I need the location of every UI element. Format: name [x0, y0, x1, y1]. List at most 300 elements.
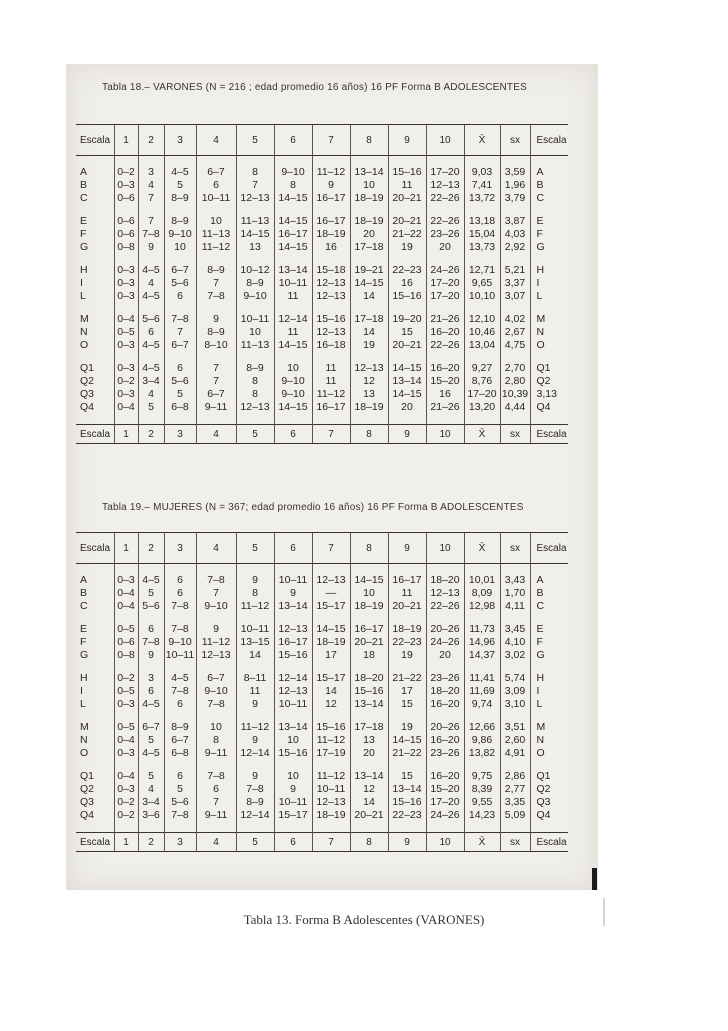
table-cell: 11 — [312, 375, 350, 388]
table-cell: 9,27 — [464, 362, 500, 375]
table-cell: 0–3 — [114, 277, 138, 290]
table-cell: 10,01 — [464, 574, 500, 587]
spacer-cell — [236, 564, 274, 575]
spacer-cell — [350, 205, 388, 215]
table-row — [76, 809, 568, 822]
table-cell: 0–5 — [114, 326, 138, 339]
table-cell: 20–21 — [388, 600, 426, 613]
table-cell: 19 — [388, 721, 426, 734]
table-cell: 3,10 — [500, 698, 530, 711]
group-spacer — [76, 352, 568, 362]
spacer-cell — [350, 760, 388, 770]
table-cell: F — [530, 636, 568, 649]
spacer-cell — [274, 760, 312, 770]
table-cell: 7–8 — [164, 623, 196, 636]
table-cell: 15–17 — [274, 809, 312, 822]
group-spacer — [76, 156, 568, 167]
table-cell: A — [80, 166, 88, 178]
spacer-cell — [164, 414, 196, 425]
table-cell: 14–15 — [274, 401, 312, 414]
table-cell: 20–21 — [388, 192, 426, 205]
table-cell: 20–21 — [350, 636, 388, 649]
table-cell: X̄ — [464, 833, 500, 852]
table-cell: A — [80, 574, 88, 586]
table-cell: 7 — [312, 833, 350, 852]
table-cell: 3,45 — [500, 623, 530, 636]
table-cell: 12–13 — [236, 401, 274, 414]
spacer-cell — [388, 711, 426, 721]
table-cell: 2,86 — [500, 770, 530, 783]
table-cell: 22–23 — [388, 264, 426, 277]
table-cell: 10–11 — [274, 796, 312, 809]
table-cell: M — [80, 313, 89, 325]
table-cell: 18–20 — [426, 574, 464, 587]
table-19-title: Tabla 19.– MUJERES (N = 367; edad promedio 16 años) 16 PF Forma B ADOLESCENTES — [102, 502, 524, 513]
table-cell: 3,43 — [500, 574, 530, 587]
table-cell: Escala — [530, 533, 568, 564]
table-cell: 14–15 — [274, 339, 312, 352]
table-cell: C — [80, 192, 88, 204]
table-cell: 3 — [138, 166, 164, 179]
spacer-cell — [388, 156, 426, 167]
spacer-cell — [464, 254, 500, 264]
table-cell: sx — [500, 425, 530, 444]
spacer-cell — [196, 414, 236, 425]
table-cell: 23–26 — [426, 747, 464, 760]
table-cell: O — [530, 339, 568, 352]
table-cell: 12,10 — [464, 313, 500, 326]
table-cell: 9–10 — [236, 290, 274, 303]
table-cell: 8 — [350, 533, 388, 564]
table-cell: 9,65 — [464, 277, 500, 290]
table-cell: 11 — [274, 326, 312, 339]
table-cell: N — [80, 326, 88, 338]
table-cell: 6 — [164, 362, 196, 375]
table-cell: 19 — [388, 241, 426, 254]
table-cell: 10–11 — [274, 698, 312, 711]
table-cell: 6 — [196, 783, 236, 796]
table-cell: 14 — [350, 796, 388, 809]
table-cell: 20–26 — [426, 721, 464, 734]
table-cell: 20–26 — [426, 623, 464, 636]
table-cell: 19 — [388, 649, 426, 662]
table-cell: 9 — [196, 313, 236, 326]
table-row — [76, 401, 568, 414]
table-row — [76, 388, 568, 401]
table-cell: 14–15 — [350, 277, 388, 290]
table-cell: 15–16 — [274, 747, 312, 760]
table-cell: 13,73 — [464, 241, 500, 254]
table-cell: 13–14 — [350, 166, 388, 179]
table-cell: 5,21 — [500, 264, 530, 277]
table-cell: 7–8 — [196, 290, 236, 303]
group-spacer — [76, 414, 568, 425]
table-cell: 9 — [138, 649, 164, 662]
table-cell: 15–16 — [312, 313, 350, 326]
table-cell: 13–15 — [236, 636, 274, 649]
table-cell: 0–2 — [114, 809, 138, 822]
table-cell: H — [530, 672, 568, 685]
table-cell: 1 — [114, 425, 138, 444]
table-cell: 4–5 — [164, 166, 196, 179]
table-cell: 7–8 — [164, 313, 196, 326]
group-spacer — [76, 662, 568, 672]
table-cell: 15 — [388, 698, 426, 711]
table-cell: 9–10 — [164, 228, 196, 241]
table-cell: 13,72 — [464, 192, 500, 205]
table-cell: 7–8 — [196, 574, 236, 587]
table-cell: 15–16 — [312, 721, 350, 734]
table-cell: 9–10 — [274, 388, 312, 401]
table-cell: 6 — [274, 425, 312, 444]
table-cell: 3,09 — [500, 685, 530, 698]
table-cell: 8–9 — [236, 277, 274, 290]
spacer-cell — [464, 662, 500, 672]
table-cell: 16–18 — [312, 339, 350, 352]
spacer-cell — [164, 711, 196, 721]
table-cell: 10 — [426, 533, 464, 564]
table-cell: 2,60 — [500, 734, 530, 747]
spacer-cell — [236, 156, 274, 167]
table-cell: 17 — [312, 649, 350, 662]
table-cell: sx — [500, 533, 530, 564]
table-cell: Escala — [530, 125, 568, 156]
spacer-cell — [164, 822, 196, 833]
table-cell: 14,23 — [464, 809, 500, 822]
spacer-cell — [138, 822, 164, 833]
table-cell: 14–15 — [274, 192, 312, 205]
table-cell: 11 — [388, 179, 426, 192]
table-cell: 8 — [236, 587, 274, 600]
spacer-cell — [500, 205, 530, 215]
group-spacer — [76, 254, 568, 264]
group-spacer — [76, 205, 568, 215]
table-cell: 0–5 — [114, 721, 138, 734]
table-cell: 9–10 — [274, 166, 312, 179]
spacer-cell — [500, 156, 530, 167]
table-cell: 12,98 — [464, 600, 500, 613]
table-row — [76, 290, 568, 303]
table-cell: 20 — [350, 747, 388, 760]
spacer-cell — [426, 303, 464, 313]
spacer-cell — [76, 760, 114, 770]
table-cell: 11–12 — [236, 600, 274, 613]
table-cell: 16–20 — [426, 770, 464, 783]
spacer-cell — [274, 662, 312, 672]
table-cell: 0–4 — [114, 734, 138, 747]
spacer-cell — [164, 662, 196, 672]
table-cell: 10–11 — [312, 783, 350, 796]
table-row — [76, 649, 568, 662]
table-cell: Escala — [76, 125, 114, 156]
spacer-cell — [76, 564, 114, 575]
table-cell: 11–12 — [196, 241, 236, 254]
spacer-cell — [196, 613, 236, 623]
table-cell: 15–20 — [426, 783, 464, 796]
table-cell: 0–2 — [114, 166, 138, 179]
table-cell: 7 — [312, 533, 350, 564]
table-cell: 5 — [236, 533, 274, 564]
table-cell: 5–6 — [164, 796, 196, 809]
spacer-cell — [164, 156, 196, 167]
table-cell: F — [80, 636, 87, 648]
page-caption: Tabla 13. Forma B Adolescentes (VARONES) — [243, 912, 485, 927]
table-cell: B — [530, 179, 568, 192]
table-cell: G — [530, 241, 568, 254]
table-cell: 0–3 — [114, 574, 138, 587]
table-cell: 9–11 — [196, 747, 236, 760]
spacer-cell — [138, 303, 164, 313]
table-cell: X̄ — [464, 125, 500, 156]
table-cell: 11–13 — [236, 215, 274, 228]
spacer-cell — [76, 254, 114, 264]
table-cell: 18–19 — [388, 623, 426, 636]
table-cell: 7–8 — [138, 228, 164, 241]
spacer-cell — [114, 352, 138, 362]
spacer-cell — [426, 822, 464, 833]
table-cell: 5 — [236, 833, 274, 852]
table-cell: 3,87 — [500, 215, 530, 228]
table-cell: 10 — [274, 362, 312, 375]
table-cell: 7 — [138, 215, 164, 228]
spacer-cell — [500, 711, 530, 721]
table-cell: 18–20 — [426, 685, 464, 698]
table-cell: 2,70 — [500, 362, 530, 375]
table-row — [76, 215, 568, 228]
table-cell: — — [312, 587, 350, 600]
table-cell: 12 — [312, 698, 350, 711]
table-cell: 10–11 — [236, 623, 274, 636]
table-cell: Escala — [530, 833, 568, 852]
table-cell: E — [530, 215, 568, 228]
spacer-cell — [388, 564, 426, 575]
table-cell: 4–5 — [138, 264, 164, 277]
table-cell: N — [530, 734, 568, 747]
table-cell: 1 — [114, 533, 138, 564]
table-cell: 5,74 — [500, 672, 530, 685]
table-cell: 17–18 — [350, 313, 388, 326]
table-cell: 20 — [388, 401, 426, 414]
spacer-cell — [274, 822, 312, 833]
spacer-cell — [138, 760, 164, 770]
spacer-cell — [138, 414, 164, 425]
spacer-cell — [76, 822, 114, 833]
spacer-cell — [388, 352, 426, 362]
spacer-cell — [236, 254, 274, 264]
table-cell: 14–15 — [388, 734, 426, 747]
table-cell: 15–17 — [312, 672, 350, 685]
table-cell: 0–3 — [114, 339, 138, 352]
table-cell: M — [530, 313, 568, 326]
table-cell: Escala — [76, 425, 114, 444]
spacer-cell — [500, 822, 530, 833]
table-cell: 7–8 — [236, 783, 274, 796]
table-cell: 8 — [350, 125, 388, 156]
spacer-cell — [76, 711, 114, 721]
table-cell: 3,07 — [500, 290, 530, 303]
table-cell: 9 — [236, 770, 274, 783]
group-spacer — [76, 303, 568, 313]
spacer-cell — [464, 711, 500, 721]
spacer-cell — [114, 414, 138, 425]
table-cell: 6–7 — [164, 264, 196, 277]
table-cell: 18–19 — [350, 215, 388, 228]
table-cell: 11–12 — [312, 770, 350, 783]
table-cell: 7 — [196, 277, 236, 290]
table-row — [76, 721, 568, 734]
table-row — [76, 375, 568, 388]
spacer-cell — [500, 254, 530, 264]
table-cell: I — [530, 277, 568, 290]
table-cell: 4–5 — [138, 339, 164, 352]
table-cell: 12–13 — [312, 290, 350, 303]
table-cell: 5 — [164, 179, 196, 192]
table-cell: Q4 — [530, 809, 568, 822]
spacer-cell — [76, 613, 114, 623]
table-cell: 1,70 — [500, 587, 530, 600]
table-cell: L — [530, 290, 568, 303]
spacer-cell — [138, 613, 164, 623]
table-cell: 4 — [196, 125, 236, 156]
spacer-cell — [274, 613, 312, 623]
spacer-cell — [530, 254, 568, 264]
table-cell: 3,35 — [500, 796, 530, 809]
table-cell: 6 — [164, 574, 196, 587]
table-cell: 18–19 — [350, 401, 388, 414]
spacer-cell — [388, 414, 426, 425]
spacer-cell — [196, 822, 236, 833]
table-cell: 3,79 — [500, 192, 530, 205]
spacer-cell — [530, 352, 568, 362]
table-cell: 6 — [164, 290, 196, 303]
table-cell: 3 — [164, 425, 196, 444]
table-cell: 16–17 — [312, 215, 350, 228]
table-row — [76, 600, 568, 613]
table-cell: 3 — [164, 833, 196, 852]
table-cell: 6–8 — [164, 747, 196, 760]
spacer-cell — [274, 303, 312, 313]
table-cell: 2,67 — [500, 326, 530, 339]
spacer-cell — [196, 564, 236, 575]
table-cell: G — [80, 649, 89, 661]
spacer-cell — [114, 303, 138, 313]
table-cell: 12–13 — [426, 179, 464, 192]
table-cell: 13,82 — [464, 747, 500, 760]
spacer-cell — [426, 662, 464, 672]
spacer-cell — [530, 564, 568, 575]
table-cell: 19 — [350, 339, 388, 352]
table-cell: 20–21 — [388, 215, 426, 228]
table-cell: Q2 — [530, 375, 568, 388]
spacer-cell — [312, 760, 350, 770]
table-row — [76, 326, 568, 339]
table-cell: 11 — [274, 290, 312, 303]
table-cell: 16–17 — [312, 401, 350, 414]
table-cell: 16–17 — [312, 192, 350, 205]
spacer-cell — [312, 205, 350, 215]
table-cell: 12–13 — [312, 796, 350, 809]
table-cell: 0–4 — [114, 600, 138, 613]
spacer-cell — [236, 760, 274, 770]
table-cell: 18–19 — [312, 809, 350, 822]
table-cell: 11 — [312, 362, 350, 375]
table-cell: 7 — [236, 179, 274, 192]
table-cell: 13–14 — [350, 770, 388, 783]
table-cell: 5 — [138, 734, 164, 747]
table-cell: H — [80, 264, 88, 276]
table-cell: 9 — [388, 425, 426, 444]
table-cell: 16 — [426, 388, 464, 401]
table-cell: 0–5 — [114, 685, 138, 698]
spacer-cell — [426, 711, 464, 721]
table-cell: 7–8 — [164, 809, 196, 822]
table-cell: G — [530, 649, 568, 662]
table-cell: A — [530, 574, 568, 587]
table-cell: 15–16 — [388, 290, 426, 303]
table-cell: Q3 — [80, 388, 95, 400]
table-cell: 20–21 — [350, 809, 388, 822]
table-cell: 10,46 — [464, 326, 500, 339]
table-cell: 6 — [274, 533, 312, 564]
table-cell: 9,03 — [464, 166, 500, 179]
spacer-cell — [76, 662, 114, 672]
table-cell: 21–26 — [426, 313, 464, 326]
table-row — [76, 796, 568, 809]
table-cell: 13 — [236, 241, 274, 254]
table-cell: 8,39 — [464, 783, 500, 796]
table-19 — [76, 532, 568, 852]
table-cell: 9,55 — [464, 796, 500, 809]
table-cell: 10–11 — [274, 277, 312, 290]
spacer-cell — [274, 711, 312, 721]
table-cell: Q1 — [530, 770, 568, 783]
spacer-cell — [350, 254, 388, 264]
table-cell: 15,04 — [464, 228, 500, 241]
table-cell: 10,39 — [501, 388, 529, 400]
table-cell: 18 — [350, 649, 388, 662]
spacer-cell — [114, 760, 138, 770]
table-cell: 8–9 — [164, 192, 196, 205]
spacer-cell — [164, 564, 196, 575]
table-cell: 3,02 — [500, 649, 530, 662]
spacer-cell — [312, 156, 350, 167]
table-cell: 18–19 — [350, 192, 388, 205]
table-cell: 7–8 — [164, 600, 196, 613]
table-cell: 13–14 — [274, 721, 312, 734]
spacer-cell — [530, 760, 568, 770]
spacer-cell — [236, 662, 274, 672]
spacer-cell — [164, 303, 196, 313]
table-cell: 21–22 — [388, 672, 426, 685]
table-row — [76, 783, 568, 796]
table-cell: C — [80, 600, 88, 612]
table-cell: 12–13 — [350, 362, 388, 375]
table-cell: 0–3 — [114, 290, 138, 303]
table-cell: 9 — [236, 698, 274, 711]
table-cell: 5–6 — [164, 277, 196, 290]
table-cell: 7 — [312, 125, 350, 156]
table-cell: 22–26 — [426, 192, 464, 205]
spacer-cell — [138, 205, 164, 215]
table-cell: 10 — [236, 326, 274, 339]
table-cell: 4,02 — [500, 313, 530, 326]
spacer-cell — [426, 156, 464, 167]
spacer-cell — [312, 662, 350, 672]
table-cell: O — [80, 339, 89, 351]
table-cell: 8 — [350, 425, 388, 444]
table-cell: 3,59 — [500, 166, 530, 179]
table-cell: 8–9 — [236, 796, 274, 809]
